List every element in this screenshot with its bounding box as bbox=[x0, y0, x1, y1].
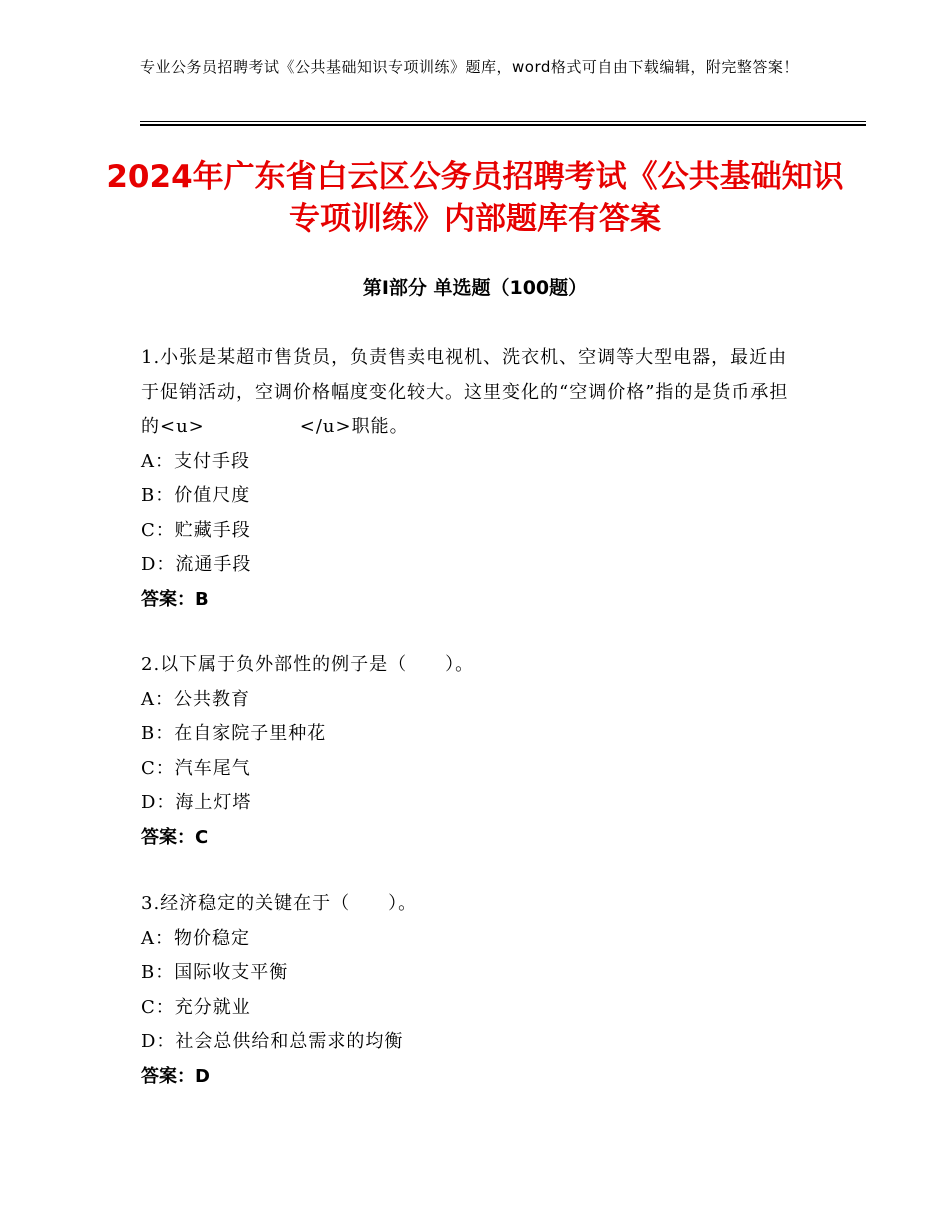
document-title: 2024年广东省白云区公务员招聘考试《公共基础知识专项训练》内部题库有答案 bbox=[106, 159, 844, 237]
option-d: D：海上灯塔 bbox=[141, 792, 252, 813]
answer: 答案：C bbox=[141, 826, 209, 848]
option-c: C：贮藏手段 bbox=[141, 519, 251, 541]
option-a: A：公共教育 bbox=[141, 688, 250, 710]
option-d: D：社会总供给和总需求的均衡 bbox=[141, 1031, 404, 1052]
option-a: A：物价稳定 bbox=[141, 927, 250, 949]
option-b: B：国际收支平衡 bbox=[141, 962, 289, 983]
answer: 答案：D bbox=[141, 1065, 210, 1087]
question-2 bbox=[141, 648, 806, 855]
section-title: 第Ⅰ部分 单选题（100题） bbox=[362, 277, 588, 299]
question-stem: 1.小张是某超市售货员，负责售卖电视机、洗衣机、空调等大型电器，最近由于促销活动，空调价格幅度变化较大。这里变化的“空调价格”指的是货币承担的<u> </u>职能。 bbox=[141, 347, 789, 437]
option-b: B：价值尺度 bbox=[141, 485, 251, 506]
question-3 bbox=[141, 887, 806, 1094]
option-b: B：在自家院子里种花 bbox=[141, 723, 327, 744]
header-rule-thin bbox=[140, 121, 866, 122]
answer: 答案：B bbox=[141, 588, 209, 610]
header-note: 专业公务员招聘考试《公共基础知识专项训练》题库，word格式可自由下载编辑，附完整答案！ bbox=[140, 58, 799, 76]
question-stem: 2.以下属于负外部性的例子是（ ）。 bbox=[141, 654, 475, 675]
question-1 bbox=[141, 341, 806, 617]
option-c: C：汽车尾气 bbox=[141, 757, 251, 779]
option-a: A：支付手段 bbox=[141, 450, 250, 472]
header-rule-thick bbox=[140, 124, 866, 126]
option-c: C：充分就业 bbox=[141, 996, 251, 1018]
option-d: D：流通手段 bbox=[141, 554, 252, 575]
question-stem: 3.经济稳定的关键在于（ ）。 bbox=[141, 893, 418, 914]
